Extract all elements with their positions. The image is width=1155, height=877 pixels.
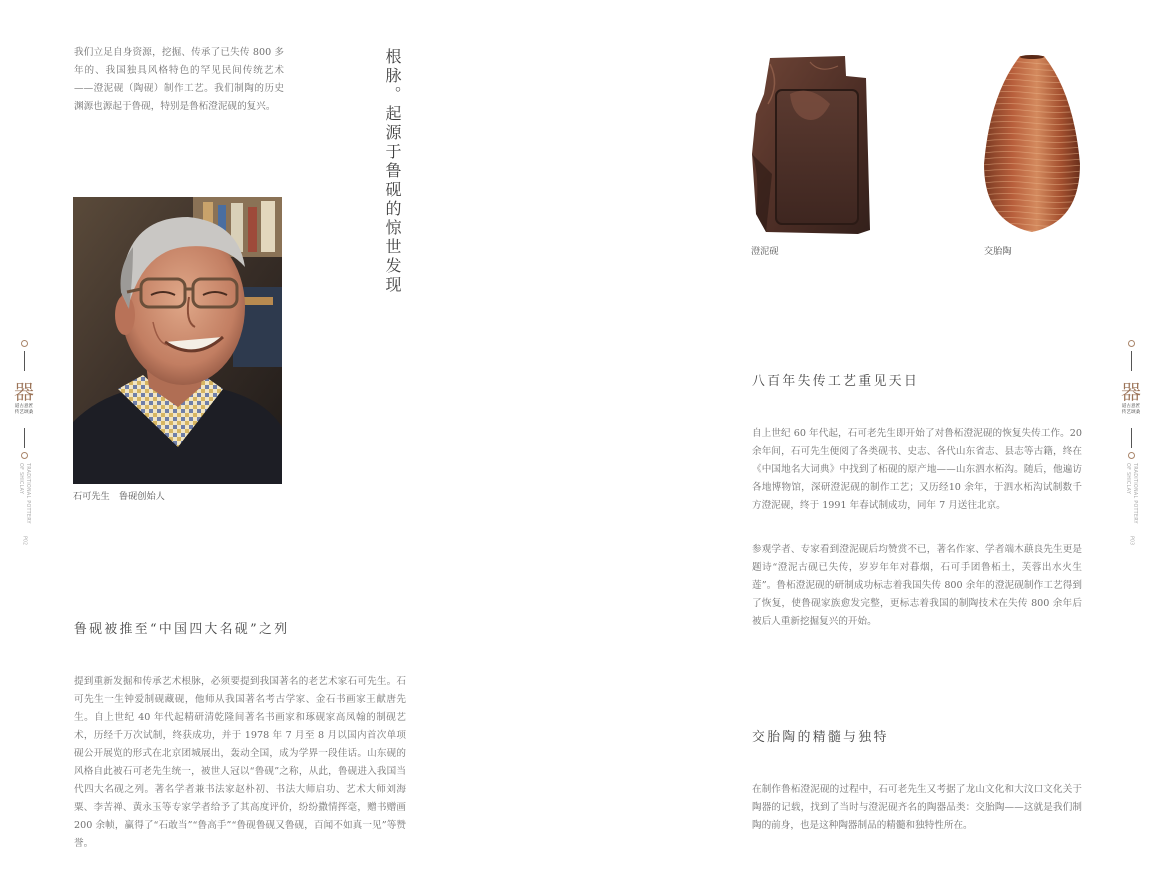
page-number: P02	[21, 535, 27, 545]
vase-photo	[982, 54, 1082, 234]
intro-paragraph: 我们立足自身资源，挖掘、传承了已失传 800 多年的、我国独具风格特色的罕见民间传统艺术——澄泥砚（陶砚）制作工艺。我们制陶的历史渊源也源起于鲁砚，特别是鲁柘澄泥砚的复兴。	[74, 47, 284, 112]
right-side-decoration	[1115, 340, 1147, 545]
section-heading-jiaotai-pottery: 交胎陶的精髓与独特	[752, 730, 889, 745]
section-lost-craft-paragraph-1: 自上世纪 60 年代起，石可老先生即开始了对鲁柘澄泥砚的恢复失传工作。20 余年间，石可先生便阅了各类砚书、史志、各代山东省志、县志等古籍，终在《中国地名大词典》中找到了柘砚的原产地——山东泗水柘沟。随后，他遍访各地博物馆，深研澄泥砚的制作工艺；又历经10 余年，于泗水柘沟试制数千方澄泥砚，终于 1991 年春试制成功，同年 7 月送往北京。	[752, 428, 1082, 511]
side-logo-glyph: 器	[1121, 380, 1141, 404]
section-body-lu-inkstone: 提到重新发掘和传承艺术根脉，必须要提到我国著名的老艺术家石可先生。石可先生一生钟爱制砚藏砚，他师从我国著名考古学家、金石书画家王献唐先生。自上世纪 40 年代起精研清乾隆间著名书画家和琢砚家高凤翰的制砚艺术，历经千万次试制，终获成功，并于 1978 年 7 月至 8 月以国内首次单项砚公开展览的形式在北京团城展出，轰动全国，成为学界一段佳话。山东砚的风格自此被石可老先生统一，被世人冠以“鲁砚”之称，从此，鲁砚进入我国当代四大名砚之列。著名学者兼书法家赵朴初、书法大师启功、艺术大师刘海粟、李苦禅、黄永玉等专家学者给予了其高度评价，纷纷撒情挥毫，赠书赠画 200 余帧，赢得了“石敢当”“鲁高手”“鲁砚鲁砚又鲁砚，百闻不如真一见”等赞誉。	[74, 676, 406, 849]
divider	[1131, 428, 1132, 448]
vase-caption: 交胎陶	[984, 246, 1012, 257]
page-number: P03	[1128, 535, 1134, 545]
side-slogan: 道古意匠 传艺颂桑	[14, 404, 34, 415]
vase-illustration	[982, 54, 1082, 234]
section-heading-lu-inkstone: 鲁砚被推至“中国四大名砚”之列	[74, 622, 290, 637]
portrait-photo	[73, 197, 282, 484]
side-logo-glyph: 器	[14, 380, 34, 404]
left-side-decoration	[8, 340, 40, 545]
vertical-title: 根脉。起源于鲁砚的惊世发现	[383, 48, 402, 295]
side-english-text: TRADITIONAL POTTERY OF SHICLAY	[18, 463, 30, 524]
section-jiaotai-pottery-body: 在制作鲁柘澄泥砚的过程中，石可老先生又考据了龙山文化和大汶口文化关于陶器的记载，找到了当时与澄泥砚齐名的陶器品类：交胎陶——这就是我们制陶的前身，也是这种陶器制品的精髓和独特性所在。	[752, 784, 1082, 831]
ring-icon	[21, 452, 28, 459]
ring-icon	[21, 340, 28, 347]
portrait-illustration	[73, 197, 282, 484]
inkstone-illustration	[750, 54, 872, 236]
portrait-caption: 石可先生 鲁砚创始人	[73, 491, 165, 502]
section-lost-craft-paragraph-2: 参观学者、专家看到澄泥砚后均赞赏不已，著名作家、学者端木蕻良先生更是题诗“澄泥古砚已失传，岁岁年年对暮烟，石可手团鲁柘土，芙蓉出水火生莲”。鲁柘澄泥砚的研制成功标志着我国失传 800 余年的澄泥砚制作工艺得到了恢复，使鲁砚家族愈发完整，更标志着我国的制陶技术在失传 800 余年后被后人重新挖掘复兴的开始。	[752, 544, 1082, 627]
inkstone-photo	[750, 54, 872, 236]
section-heading-lost-craft: 八百年失传工艺重见天日	[752, 374, 920, 389]
ring-icon	[1128, 340, 1135, 347]
inkstone-caption: 澄泥砚	[751, 246, 779, 257]
divider	[1131, 351, 1132, 371]
divider	[24, 428, 25, 448]
side-english-text: TRADITIONAL POTTERY OF SHICLAY	[1125, 463, 1137, 524]
ring-icon	[1128, 452, 1135, 459]
divider	[24, 351, 25, 371]
side-slogan: 道古意匠 传艺颂桑	[1121, 404, 1141, 415]
